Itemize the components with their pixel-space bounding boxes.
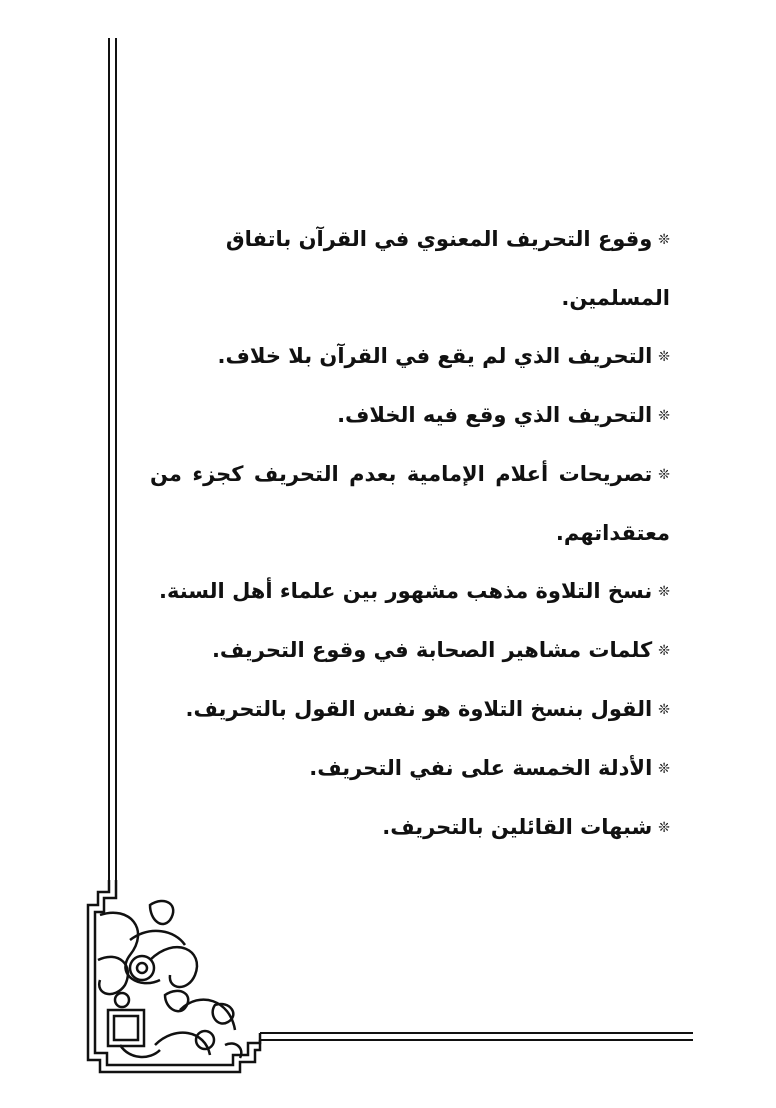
list-item xyxy=(150,798,670,857)
list-item xyxy=(150,562,670,621)
list-item xyxy=(150,445,670,562)
list-item-text: الأدلة الخمسة على نفي التحريف. xyxy=(309,756,653,780)
bullet-list xyxy=(150,210,670,857)
list-item xyxy=(150,210,670,327)
bullet-icon: ❊ xyxy=(658,761,670,777)
list-item xyxy=(150,739,670,798)
corner-ornament-icon xyxy=(88,880,260,1072)
list-item xyxy=(150,621,670,680)
bullet-icon: ❊ xyxy=(658,408,670,424)
list-item-text: نسخ التلاوة مذهب مشهور بين علماء أهل السنة. xyxy=(159,579,653,603)
bullet-icon: ❊ xyxy=(658,702,670,718)
list-item-text: وقوع التحريف المعنوي في القرآن باتفاق المسلمين. xyxy=(225,227,670,310)
bullet-icon: ❊ xyxy=(658,349,670,365)
list-item xyxy=(150,680,670,739)
list-item-text: تصريحات أعلام الإمامية بعدم التحريف كجزء من معتقداتهم. xyxy=(150,462,670,545)
bullet-icon: ❊ xyxy=(658,584,670,600)
bullet-icon: ❊ xyxy=(658,232,670,248)
list-item-text: القول بنسخ التلاوة هو نفس القول بالتحريف. xyxy=(185,697,653,721)
bullet-icon: ❊ xyxy=(658,820,670,836)
bullet-icon: ❊ xyxy=(658,467,670,483)
list-item-text: شبهات القائلين بالتحريف. xyxy=(382,815,653,839)
list-item-text: التحريف الذي وقع فيه الخلاف. xyxy=(337,403,653,427)
list-item xyxy=(150,327,670,386)
bullet-icon: ❊ xyxy=(658,643,670,659)
list-item xyxy=(150,386,670,445)
list-item-text: التحريف الذي لم يقع في القرآن بلا خلاف. xyxy=(217,344,653,368)
list-item-text: كلمات مشاهير الصحابة في وقوع التحريف. xyxy=(211,638,653,662)
